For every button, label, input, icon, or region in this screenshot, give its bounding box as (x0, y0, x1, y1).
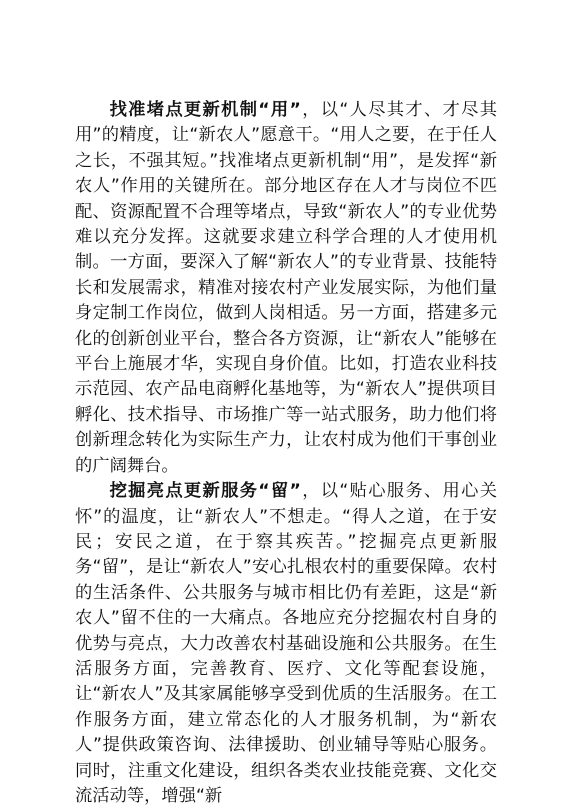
paragraph-mechanism (75, 98, 497, 479)
paragraph-lead: 挖掘亮点更新服务“留” (109, 481, 301, 502)
paragraph-service (75, 479, 497, 809)
paragraph-text: ，以“贴心服务、用心关怀”的温度，让“新农人”不想走。“得人之道，在于安民；安民之道，在于察其疾苦。”挖掘亮点更新服务“留”，是让“新农人”安心扎根农村的重要保障。农村的生活条件、公共服务与城市相比仍有差距，这是“新农人”留不住的一大痛点。各地应充分挖掘农村自身的优势与亮点，大力改善农村基础设施和公共服务。在生活服务方面，完善教育、医疗、文化等配套设施，让“新农人”及其家属能够享受到优质的生活服务。在工作服务方面，建立常态化的人才服务机制，为“新农人”提供政策咨询、法律援助、创业辅导等贴心服务。同时，注重文化建设，组织各类农业技能竞赛、文化交流活动等，增强“新 (75, 481, 497, 806)
paragraph-text: ，以“人尽其才、才尽其用”的精度，让“新农人”愿意干。“用人之要，在于任人之长，不强其短。”找准堵点更新机制“用”，是发挥“新农人”作用的关键所在。部分地区存在人才与岗位不匹配、资源配置不合理等堵点，导致“新农人”的专业优势难以充分发挥。这就要求建立科学合理的人才使用机制。一方面，要深入了解“新农人”的专业背景、技能特长和发展需求，精准对接农村产业发展实际，为他们量身定制工作岗位，做到人岗相适。另一方面，搭建多元化的创新创业平台，整合各方资源，让“新农人”能够在平台上施展才华，实现自身价值。比如，打造农业科技示范园、农产品电商孵化基地等，为“新农人”提供项目孵化、技术指导、市场推广等一站式服务，助力他们将创新理念转化为实际生产力，让农村成为他们干事创业的广阔舞台。 (75, 100, 497, 476)
paragraph-lead: 找准堵点更新机制“用” (109, 100, 301, 120)
article-body (75, 98, 497, 809)
